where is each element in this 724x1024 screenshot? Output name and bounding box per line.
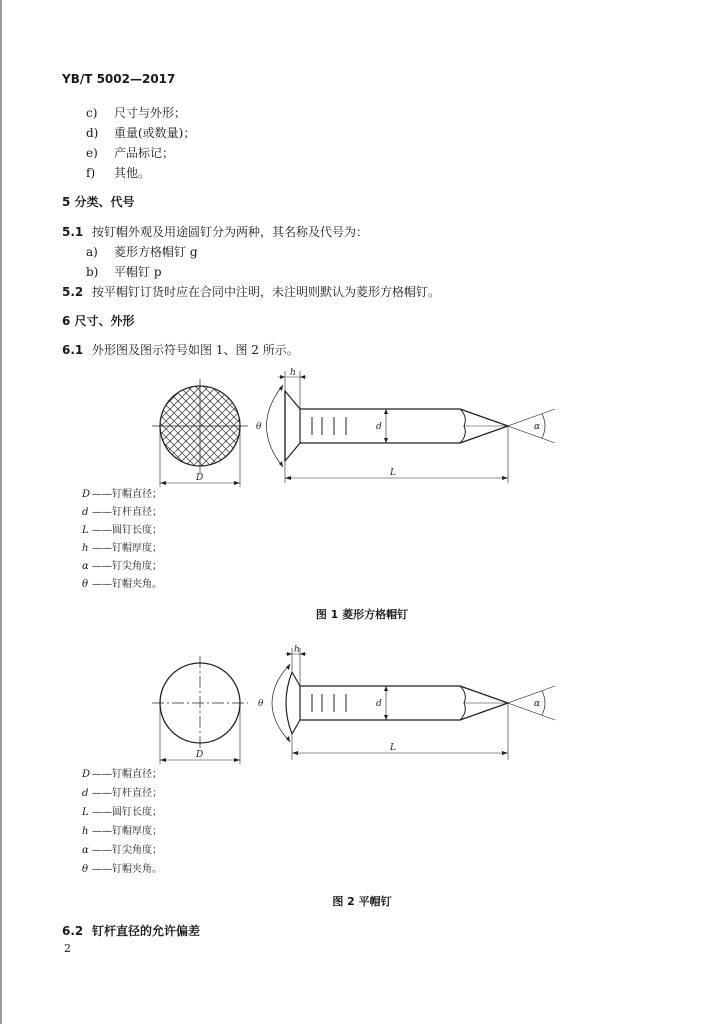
legend-item: α ——钉尖角度； — [82, 845, 162, 856]
list-item: d) 重量(或数量)； — [86, 126, 196, 140]
clause-6-2-heading: 6.2 钉杆直径的允许偏差 — [62, 924, 201, 938]
section-5-heading: 5 分类、代号 — [62, 195, 135, 209]
head-top-view-hatched — [152, 379, 248, 487]
head-top-view-plain — [152, 656, 248, 764]
figure-2-drawing — [150, 642, 570, 772]
label-h: h — [290, 368, 296, 378]
nail-side-view — [258, 645, 555, 760]
page-edge-bar — [0, 0, 2, 1024]
label-h: h — [294, 645, 300, 655]
clause-6-1: 6.1 外形图及图示符号如图 1、图 2 所示。 — [62, 343, 299, 357]
label-alpha: α — [534, 422, 541, 432]
legend-item: h ——钉帽厚度； — [82, 543, 162, 554]
label-theta: θ — [258, 699, 264, 709]
label-L: L — [390, 468, 396, 478]
label-D: D — [196, 473, 204, 483]
legend-item: d ——钉杆直径； — [82, 507, 162, 518]
legend-item: α ——钉尖角度； — [82, 561, 162, 572]
figure-2-caption: 图 2 平帽钉 — [332, 895, 392, 908]
label-theta: θ — [256, 422, 262, 432]
figure-1-drawing — [150, 365, 570, 495]
legend-item: L ——圆钉长度； — [82, 807, 162, 818]
list-item: c) 尺寸与外形； — [86, 106, 187, 120]
standard-code: YB/T 5002—2017 — [62, 72, 176, 86]
list-item: b) 平帽钉 p — [86, 265, 162, 279]
page-number: 2 — [64, 942, 71, 955]
label-L: L — [390, 743, 396, 753]
legend-item: d ——钉杆直径； — [82, 788, 162, 799]
label-d: d — [376, 422, 382, 432]
label-D: D — [196, 750, 204, 760]
legend-item: D ——钉帽直径； — [82, 489, 162, 500]
legend-item: θ ——钉帽夹角。 — [82, 579, 162, 590]
clause-5-2: 5.2 按平帽钉订货时应在合同中注明，未注明则默认为菱形方格帽钉。 — [62, 285, 441, 299]
nail-side-view — [256, 368, 555, 483]
clause-5-1: 5.1 按钉帽外观及用途圆钉分为两种，其名称及代号为： — [62, 225, 369, 239]
section-6-heading: 6 尺寸、外形 — [62, 314, 135, 328]
legend-item: D ——钉帽直径； — [82, 769, 162, 780]
label-alpha: α — [534, 699, 541, 709]
label-d: d — [376, 699, 382, 709]
legend-item: L ——圆钉长度； — [82, 525, 162, 536]
list-item: e) 产品标记； — [86, 146, 175, 160]
list-item: f) 其他。 — [86, 166, 151, 180]
legend-item: θ ——钉帽夹角。 — [82, 864, 162, 875]
legend-item: h ——钉帽厚度； — [82, 826, 162, 837]
figure-1-caption: 图 1 菱形方格帽钉 — [315, 608, 409, 621]
list-item: a) 菱形方格帽钉 g — [86, 245, 198, 259]
